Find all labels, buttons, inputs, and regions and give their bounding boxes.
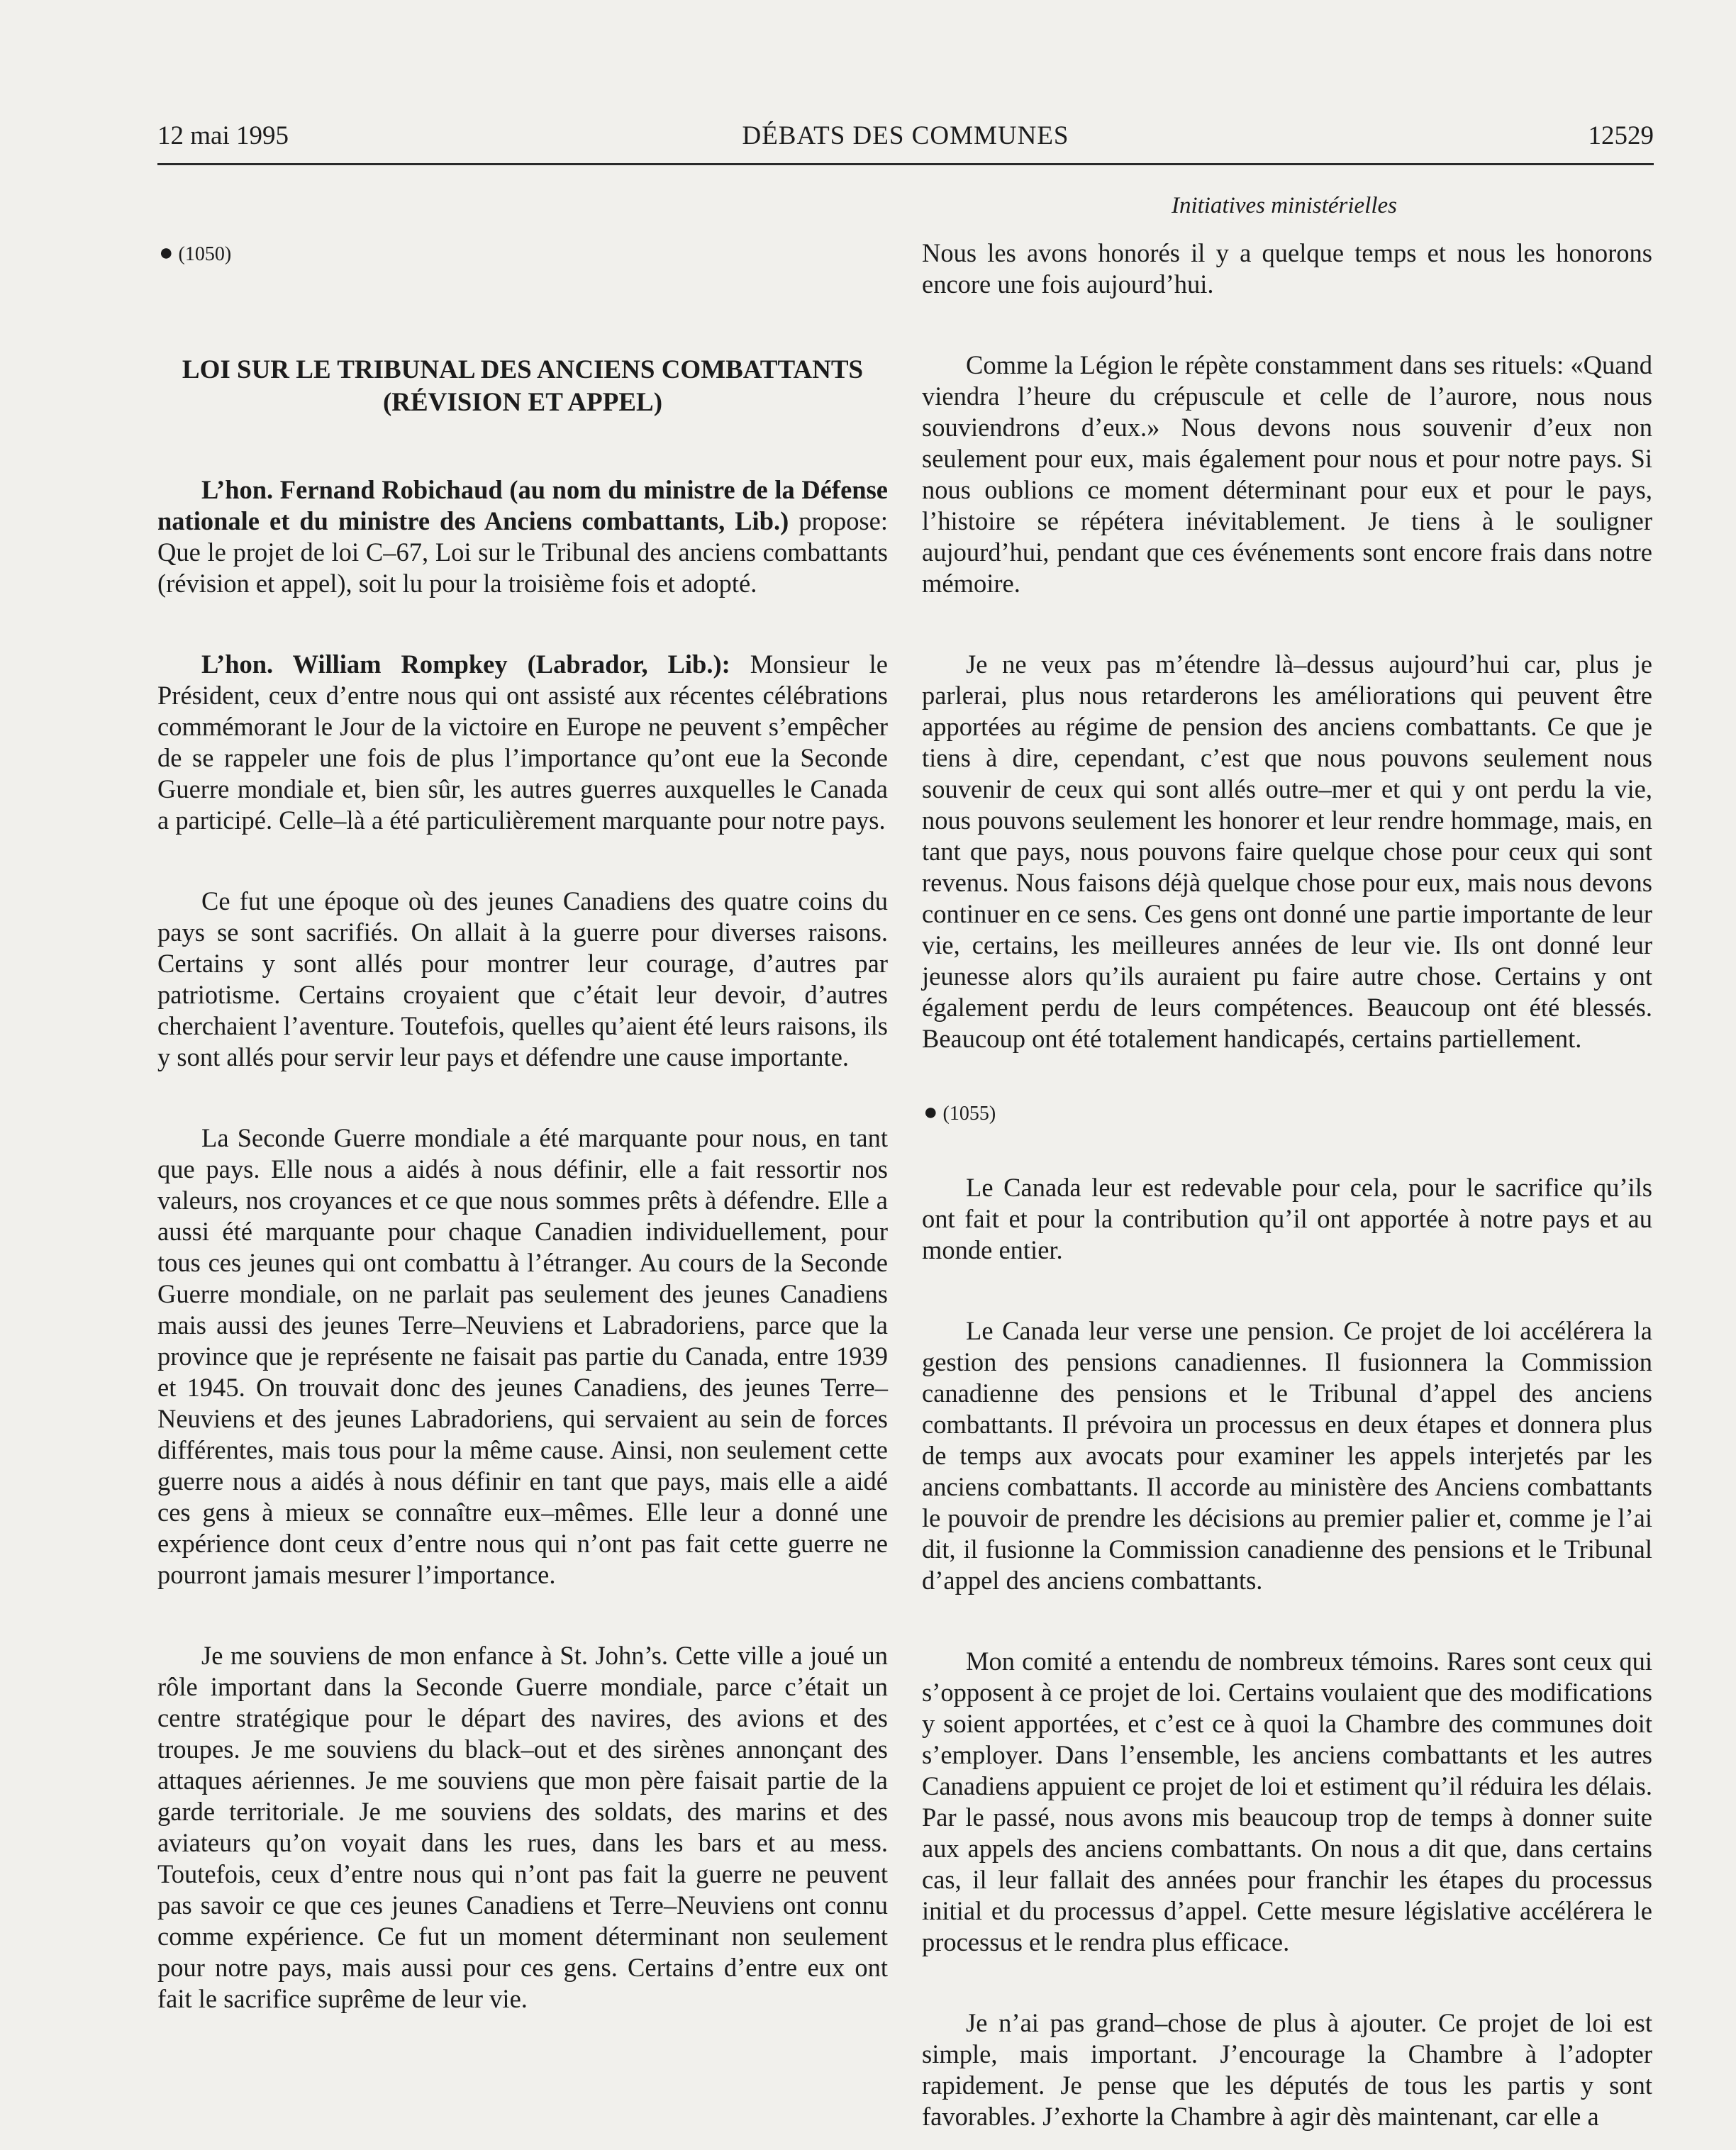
time-marker-text: (1050) (178, 243, 232, 265)
paragraph (157, 649, 888, 836)
paragraph: Le Canada leur verse une pension. Ce projet de loi accélérera la gestion des pensions canadiennes. Il fusionnera la Commission canadienne des pensions et le Tribunal d’appel des anciens combattants. Il prévoira un processus en deux étapes et donnera plus de temps aux avocats pour examiner les appels interjetés par les anciens combattants. Il accorde au ministère des Anciens combattants le pouvoir de prendre les décisions au premier palier et, comme je l’ai dit, il fusionne la Commission canadienne des pensions et le Tribunal d’appel des anciens combattants. (922, 1316, 1652, 1595)
paragraph: Ce fut une époque où des jeunes Canadiens des quatre coins du pays se sont sacrifiés. On allait à la guerre pour diverses raisons. Certains y sont allés pour montrer leur courage, d’autres par patriotisme. Certains croyaient que c’était leur devoir, d’autres cherchaient l’aventure. Toutefois, quelles qu’aient été leurs raisons, ils y sont allés pour servir leur pays et défendre une cause importante. (157, 886, 888, 1071)
speaker-name: L’hon. Fernand Robichaud (au nom du ministre de la Défense nationale et du ministre des Anciens combattants, Lib.) (157, 475, 888, 535)
bullet-icon: ● (923, 1099, 938, 1125)
paragraph: Je me souviens de mon enfance à St. John’s. Cette ville a joué un rôle important dans la Seconde Guerre mondiale, parce c’était un centre stratégique pour le départ des navires, des avions et des troupes. Je me souviens du black–out et des sirènes annonçant des attaques aériennes. Je me souviens que mon père faisait partie de la garde territoriale. Je me souviens des soldats, des marins et des aviateurs qu’on voyait dans les rues, dans les bars et au mess. Toutefois, ceux d’entre nous qui n’ont pas fait la guerre ne peuvent pas savoir ce que ces jeunes Canadiens et Terre–Neuviens ont connu comme expérience. Ce fut un moment déterminant non seulement pour notre pays, mais aussi pour ces gens. Certains d’entre eux ont fait le sacrifice suprême de leur vie. (157, 1641, 888, 2013)
paragraph: Je ne veux pas m’étendre là–dessus aujourd’hui car, plus je parlerai, plus nous retarderons les améliorations qui peuvent être apportées au régime de pension des anciens combattants. Ce que je tiens à dire, cependant, c’est que nous pouvons seulement nous souvenir de ceux qui sont allés outre–mer et qui y ont perdu la vie, nous pouvons seulement les honorer et leur rendre hommage, mais, en tant que pays, nous pouvons faire quelque chose pour ceux qui sont revenus. Nous faisons déjà quelque chose pour eux, mais nous devons continuer en ce sens. Ces gens ont donné une partie importante de leur vie, certains, les meilleures années de leur vie. Ils ont donné leur jeunesse alors qu’ils auraient pu faire autre chose. Certains y ont également perdu de leurs compétences. Beaucoup ont été blessés. Beaucoup ont été totalement handicapés, certains partiellement. (922, 650, 1652, 1053)
header-date: 12 mai 1995 (157, 121, 289, 150)
time-marker (159, 238, 888, 270)
paragraph: Nous les avons honorés il y a quelque temps et nous les honorons encore une fois aujourd’hui. (922, 238, 1652, 299)
speaker-name: L’hon. William Rompkey (Labrador, Lib.): (201, 650, 730, 679)
time-marker (923, 1097, 1652, 1130)
page-header (157, 113, 1654, 165)
heading-line-2: (RÉVISION ET APPEL) (382, 388, 663, 417)
header-page-number: 12529 (1588, 121, 1654, 150)
paragraph: Mon comité a entendu de nombreux témoins. Rares sont ceux qui s’opposent à ce projet de loi. Certains voulaient que des modifications y soient apportées, et c’est ce à quoi la Chambre des communes doit s’employer. Dans l’ensemble, les anciens combattants et les autres Canadiens appuient ce projet de loi et estiment qu’il réduira les délais. Par le passé, nous avons mis beaucoup trop de temps à donner suite aux appels des anciens combattants. On nous a dit que, dans certains cas, il leur fallait des années pour franchir les étapes du processus initial et du processus d’appel. Cette mesure législative accélérera le processus et le rendra plus efficace. (922, 1647, 1652, 1956)
paragraph: Le Canada leur est redevable pour cela, pour le sacrifice qu’ils ont fait et pour la contribution qu’il ont apportée à notre pays et au monde entier. (922, 1173, 1652, 1264)
paragraph: Comme la Légion le répète constamment dans ses rituels: «Quand viendra l’heure du crépuscule et celle de l’aurore, nous nous souviendrons d’eux.» Nous devons nous souvenir d’eux non seulement pour eux, mais également pour nous et pour notre pays. Si nous oublions ce moment déterminant pour eux et pour le pays, l’histoire se répétera inévitablement. Je tiens à le souligner aujourd’hui, pendant que ces événements sont encore frais dans notre mémoire. (922, 350, 1652, 598)
bullet-icon: ● (159, 240, 174, 266)
section-label: Initiatives ministérielles (1171, 193, 1398, 218)
paragraph (157, 474, 888, 599)
paragraph-text: propose: Que le projet de loi C–67, Loi sur le Tribunal des anciens combattants (révision et appel), soit lu pour la troisième fois et adopté. (157, 506, 888, 598)
time-marker-text: (1055) (942, 1103, 996, 1125)
heading-line-1: LOI SUR LE TRIBUNAL DES ANCIENS COMBATTANTS (182, 355, 864, 384)
paragraph-text: Monsieur le Président, ceux d’entre nous qui ont assisté aux récentes célébrations commémorant le Jour de la victoire en Europe ne peuvent s’empêcher de se rappeler une fois de plus l’importance qu’ont eue la Seconde Guerre mondiale et, bien sûr, les autres guerres auxquelles le Canada a participé. Celle–là a été particulièrement marquante pour notre pays. (157, 650, 888, 835)
bill-heading (157, 354, 888, 419)
paragraph: La Seconde Guerre mondiale a été marquante pour nous, en tant que pays. Elle nous a aidés à nous définir, elle a fait ressortir nos valeurs, nos croyances et ce que nous sommes prêts à défendre. Elle a aussi été marquante pour chaque Canadien individuellement, pour tous ces jeunes qui ont combattu à l’étranger. Au cours de la Seconde Guerre mondiale, on ne parlait pas seulement des jeunes Canadiens mais aussi des jeunes Terre–Neuviens et Labradoriens, parce que la province que je représente ne faisait pas partie du Canada, entre 1939 et 1945. On trouvait donc des jeunes Canadiens, des jeunes Terre–Neuviens et des jeunes Labradoriens, qui servaient au sein de forces différentes, mais tous pour la même cause. Ainsi, non seulement cette guerre nous a aidés à nous définir en tant que pays, mais elle a aidé ces gens à mieux se connaître eux–mêmes. Elle leur a donné une expérience dont ceux d’entre nous qui n’ont pas fait cette guerre ne pourront jamais mesurer l’importance. (157, 1123, 888, 1589)
left-column (157, 238, 888, 2015)
header-title: DÉBATS DES COMMUNES (742, 121, 1069, 150)
paragraph: Je n’ai pas grand–chose de plus à ajouter. Ce projet de loi est simple, mais important. J’encourage la Chambre à l’adopter rapidement. Je pense que les députés de tous les partis y sont favorables. J’exhorte la Chambre à agir dès maintenant, car elle a (922, 2008, 1652, 2131)
right-column (922, 238, 1652, 2132)
